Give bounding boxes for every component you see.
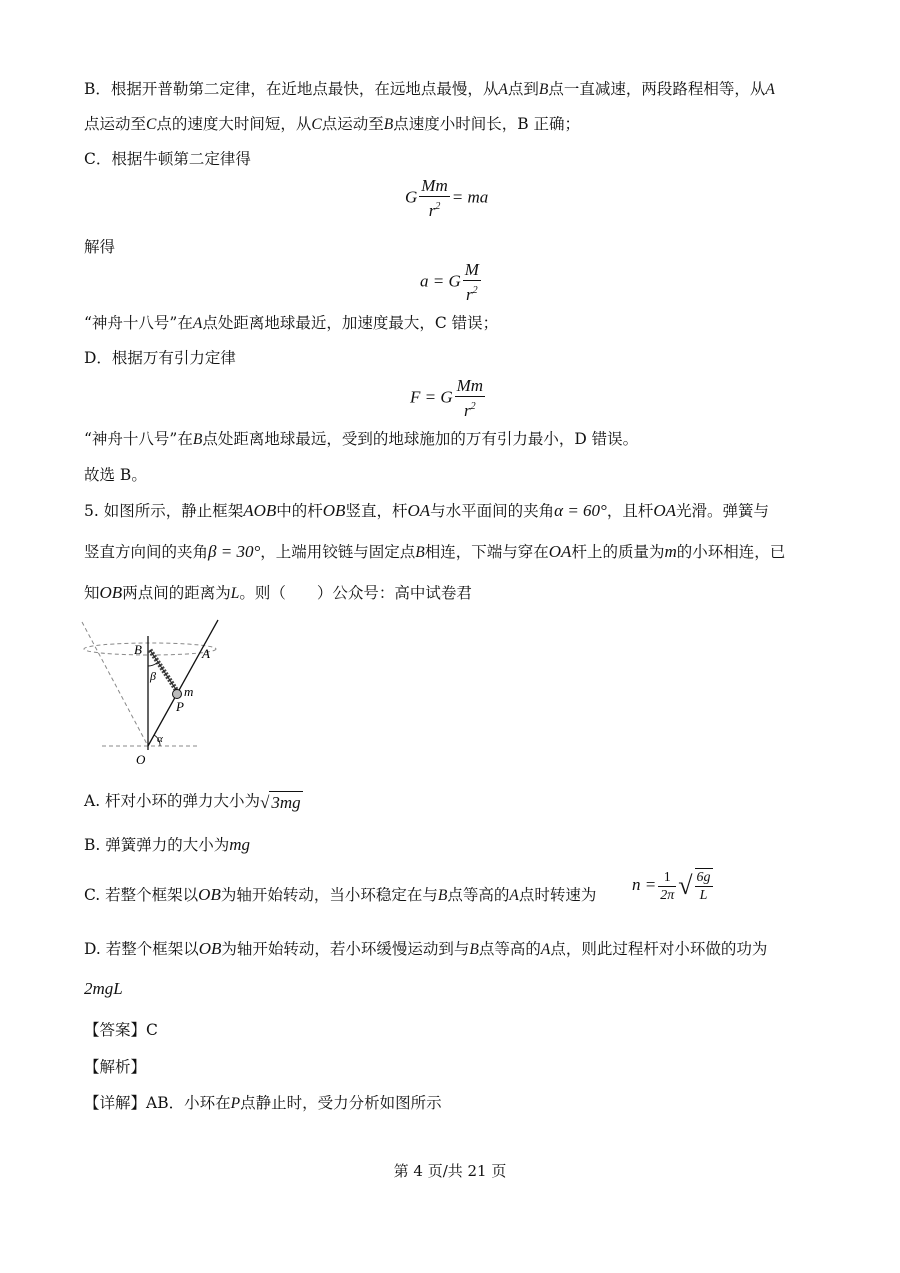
ring-p [173, 690, 182, 699]
option-c: C. 若整个框架以OB为轴开始转动，当小环稳定在与B点等高的A点时转速为 [84, 885, 597, 904]
frame-spring-figure [76, 618, 236, 776]
label-m: m [184, 684, 194, 699]
label-beta: β [150, 669, 156, 683]
label-alpha: α [157, 733, 163, 745]
answer-line: 【答案】C [84, 1021, 158, 1039]
question5-line1: 5. 如图所示，静止框架AOB中的杆OB竖直，杆OA与水平面间的夹角α = 60°，且杆OA光滑。弹簧与 [84, 501, 770, 520]
paragraph-c-line1: C．根据牛顿第二定律得 [84, 150, 251, 168]
paragraph-d-line1: D．根据万有引力定律 [84, 349, 236, 367]
radical-fraction: $\frac{6g}{L}$ [696, 870, 711, 903]
figure-svg [76, 618, 236, 776]
fraction: $\frac{1}{2\pi}$ [660, 869, 675, 903]
option-b: B. 弹簧弹力的大小为mg [84, 835, 251, 854]
equation-newton-second-law: G $\frac{Mm}{r^2}$ = ma [405, 176, 489, 220]
cone-dashed-line [82, 622, 148, 746]
equation-gravitation: F = G $\frac{Mm}{r^2}$ [410, 376, 484, 420]
jiede-label: 解得 [84, 238, 116, 256]
question5-line2: 竖直方向间的夹角β = 30°，上端用铰链与固定点B相连，下端与穿在OA杆上的质量为m的小环相连，已 [84, 542, 786, 561]
label-a: A [202, 646, 210, 661]
question5-line3: 知OB两点间的距离为L。则（ ）公众号：高中试卷君 [84, 583, 472, 602]
page-footer: 第 4 页/共 21 页 [393, 1162, 507, 1180]
label-b: B [134, 642, 142, 657]
option-d-line1: D. 若整个框架以OB为轴开始转动，若小环缓慢运动到与B点等高的A点，则此过程杆对小环做的功为 [84, 939, 768, 958]
detail-line: 【详解】AB．小环在P点静止时，受力分析如图所示 [84, 1094, 442, 1112]
rod-oa [148, 620, 218, 746]
paragraph-d-line3: “神舟十八号”在B点处距离地球最远，受到的地球施加的万有引力最小，D 错误。 [84, 430, 639, 448]
fraction: $\frac{Mm}{r^2}$ [421, 176, 448, 220]
equation-rotation-speed: n = $\frac{1}{2\pi}$ √ $\frac{6g}{L}$ [632, 869, 711, 903]
fraction: $\frac{M}{r^2}$ [464, 260, 479, 304]
label-o: O [136, 752, 146, 767]
paragraph-b-line1: B．根据开普勒第二定律，在近地点最快，在远地点最慢，从A点到B点一直减速，两段路程相等，从A [84, 80, 775, 98]
analysis-heading: 【解析】 [84, 1058, 147, 1076]
option-a: A. 杆对小环的弹力大小为√ 3mg [84, 792, 301, 812]
beta-arc [148, 663, 157, 666]
paragraph-b-line2: 点运动至C点的速度大时间短，从C点运动至B点速度小时间长，B 正确； [84, 115, 581, 133]
paragraph-c-line3: “神舟十八号”在A点处距离地球最近，加速度最大，C 错误； [84, 314, 499, 332]
sqrt-expression: √ 3mg [260, 792, 301, 812]
rotation-ellipse [84, 643, 216, 655]
option-d-line2: 2mgL [84, 979, 123, 998]
equation-acceleration: a = G $\frac{M}{r^2}$ [420, 260, 479, 304]
label-p: P [176, 699, 184, 714]
conclusion-line: 故选 B。 [84, 466, 147, 484]
fraction: $\frac{Mm}{r^2}$ [456, 376, 484, 420]
